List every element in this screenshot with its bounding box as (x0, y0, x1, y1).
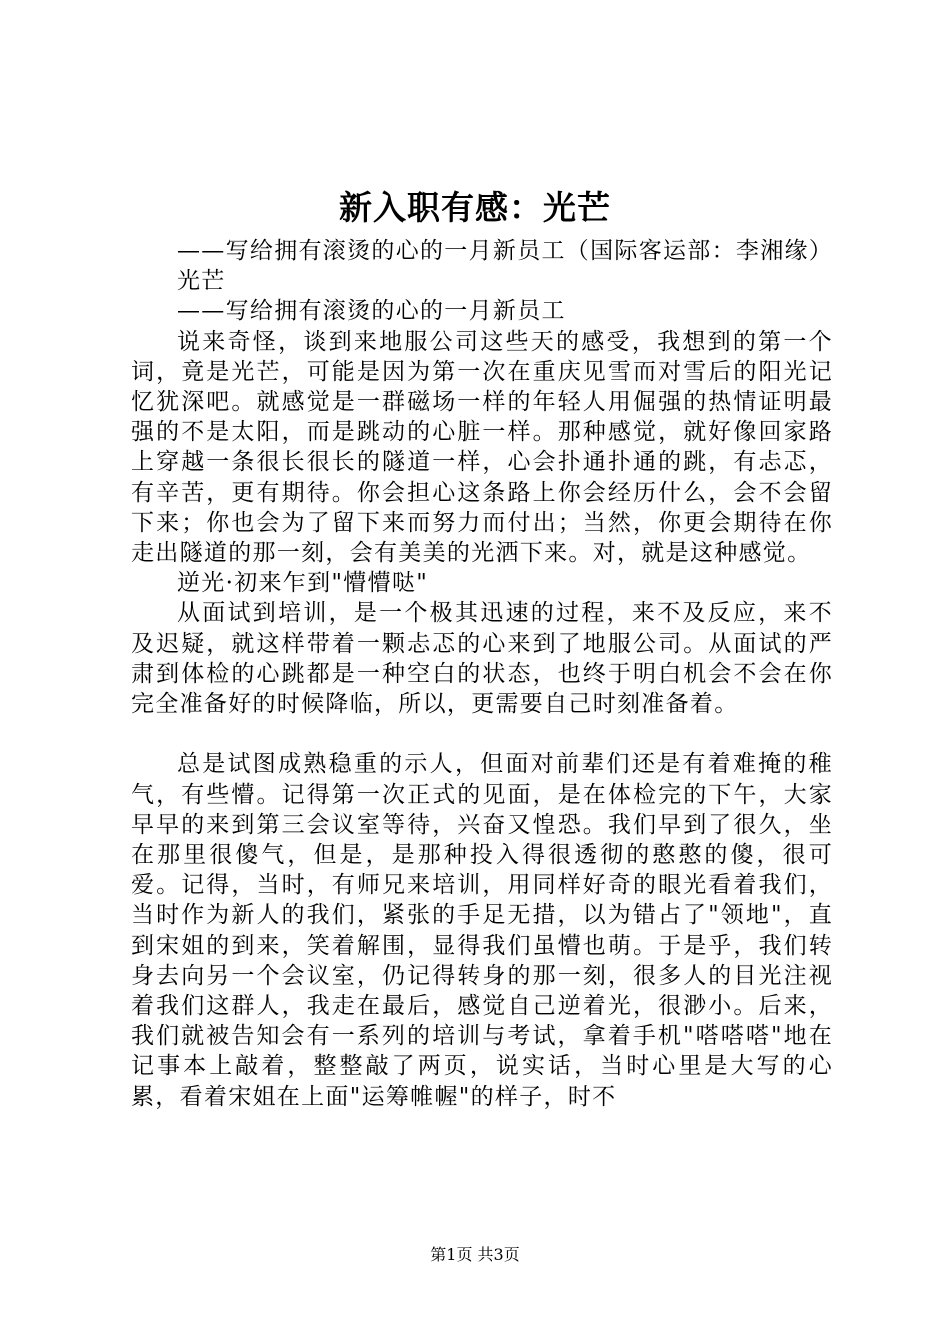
section-subheading: ——写给拥有滚烫的心的一月新员工 (177, 298, 566, 325)
page-footer: 第1页 共3页 (430, 1245, 520, 1264)
section-heading: 逆光·初来乍到"懵懵哒" (177, 570, 429, 597)
page-title: 新入职有感：光芒 (339, 188, 611, 227)
section-heading: 光芒 (177, 268, 226, 295)
body-paragraph: 从面试到培训，是一个极其迅速的过程，来不及反应，来不及迟疑，就这样带着一颗忐忑的心来到了地服公司。从面试的严肃到体检的心跳都是一种空白的状态，也终于明白机会不会在你完全准备好的时候降临，所以，更需要自己时刻准备着。 (131, 600, 833, 718)
body-paragraph: 说来奇怪，谈到来地服公司这些天的感受，我想到的第一个词，竟是光芒，可能是因为第一次在重庆见雪而对雪后的阳光记忆犹深吧。就感觉是一群磁场一样的年轻人用倔强的热情证明最强的不是太阳，而是跳动的心脏一样。那种感觉，就好像回家路上穿越一条很长很长的隧道一样，心会扑通扑通的跳，有忐忑，有辛苦，更有期待。你会担心这条路上你会经历什么，会不会留下来；你也会为了留下来而努力而付出；当然，你更会期待在你走出隧道的那一刻，会有美美的光洒下来。对，就是这种感觉。 (131, 328, 833, 567)
subtitle-paragraph: ——写给拥有滚烫的心的一月新员工（国际客运部：李湘缘） (177, 238, 834, 264)
body-paragraph: 总是试图成熟稳重的示人，但面对前辈们还是有着难掩的稚气，有些懵。记得第一次正式的见面，是在体检完的下午，大家早早的来到第三会议室等待，兴奋又惶恐。我们早到了很久，坐在那里很傻气，但是，是那种投入得很透彻的憨憨的傻，很可爱。记得，当时，有师兄来培训，用同样好奇的眼光看着我们，当时作为新人的我们，紧张的手足无措，以为错占了"领地"，直到宋姐的到来，笑着解围，显得我们虽懵也萌。于是乎，我们转身去向另一个会议室，仍记得转身的那一刻，很多人的目光注视着我们这群人，我走在最后，感觉自己逆着光，很渺小。后来，我们就被告知会有一系列的培训与考试，拿着手机"嗒嗒嗒"地在记事本上敲着，整整敲了两页，说实话，当时心里是大写的心累，看着宋姐在上面"运筹帷幄"的样子，时不 (131, 751, 833, 1110)
body-text (131, 236, 833, 1112)
blank-line (131, 719, 833, 749)
